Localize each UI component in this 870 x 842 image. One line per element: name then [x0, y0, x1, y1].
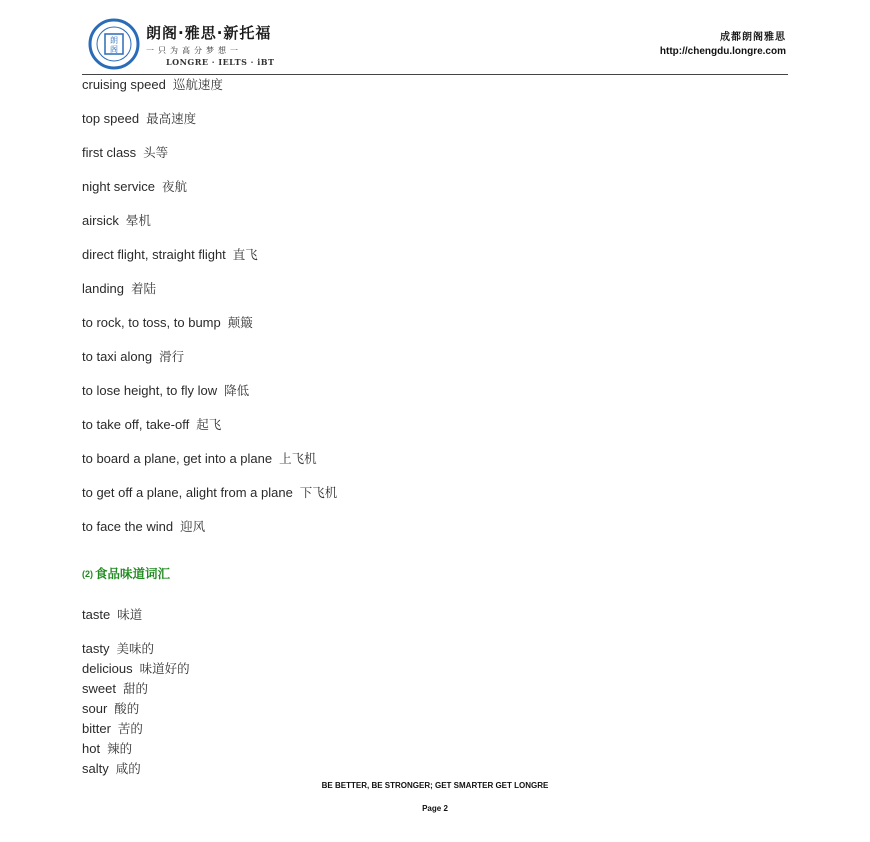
page-number: Page 2	[422, 804, 448, 813]
vocab-en: to taxi along	[82, 349, 153, 364]
vocab-en: to face the wind	[82, 519, 174, 534]
vocab-en: direct flight, straight flight	[82, 247, 226, 262]
vocab-zh: 着陆	[130, 281, 156, 296]
vocab-zh: 美味的	[116, 641, 154, 656]
vocab-item	[82, 721, 143, 737]
vocab-en: cruising speed	[82, 77, 166, 92]
vocab-zh: 苦的	[117, 721, 143, 736]
vocab-zh: 味道	[117, 607, 143, 622]
vocab-item	[82, 485, 337, 501]
vocab-item	[82, 681, 148, 697]
vocab-en: to rock, to toss, to bump	[82, 315, 221, 330]
vocab-en: airsick	[82, 213, 119, 228]
vocab-item	[82, 701, 139, 717]
vocab-item	[82, 349, 184, 365]
vocab-en: to lose height, to fly low	[82, 383, 218, 398]
vocab-en: hot	[82, 741, 101, 756]
brand-slogan: 一只为高分梦想一	[146, 46, 242, 55]
vocab-item	[82, 383, 249, 399]
vocab-en: delicious	[82, 661, 133, 676]
vocab-en: tasty	[82, 641, 110, 656]
vocab-en: top speed	[82, 111, 140, 126]
vocab-zh: 晕机	[125, 213, 151, 228]
vocab-zh: 起飞	[196, 417, 222, 432]
vocab-en: taste	[82, 607, 111, 622]
vocab-zh: 最高速度	[146, 111, 197, 126]
header-divider	[82, 74, 788, 75]
header-right	[660, 28, 786, 57]
vocab-zh: 咸的	[115, 761, 141, 776]
vocab-zh: 直飞	[232, 247, 258, 262]
vocab-zh: 味道好的	[139, 661, 190, 676]
brand-block	[146, 22, 336, 67]
vocab-en: to get off a plane, alight from a plane	[82, 485, 293, 500]
vocab-item	[82, 77, 223, 93]
brand-subtitle: LONGRE · IELTS · iBT	[166, 57, 275, 67]
vocab-zh: 颠簸	[227, 315, 253, 330]
vocab-zh: 上飞机	[279, 451, 317, 466]
vocab-zh: 巡航速度	[172, 77, 223, 92]
vocab-zh: 迎风	[180, 519, 206, 534]
section-heading	[82, 564, 170, 582]
vocab-en: salty	[82, 761, 109, 776]
vocab-en: bitter	[82, 721, 111, 736]
vocab-zh: 辣的	[107, 741, 133, 756]
vocab-item	[82, 111, 196, 127]
school-name: 成都朗阁雅思	[720, 32, 786, 43]
vocab-item	[82, 179, 187, 195]
vocab-item	[82, 213, 151, 229]
vocab-item	[82, 417, 221, 433]
vocab-en: sour	[82, 701, 108, 716]
school-url: http://chengdu.longre.com	[659, 46, 786, 57]
vocab-en: to take off, take-off	[82, 417, 190, 432]
vocab-item	[82, 247, 258, 263]
vocab-zh: 头等	[143, 145, 169, 160]
vocab-zh: 滑行	[159, 349, 185, 364]
vocab-zh: 酸的	[114, 701, 140, 716]
vocab-en: night service	[82, 179, 155, 194]
vocab-zh: 夜航	[161, 179, 187, 194]
vocab-item	[82, 145, 168, 161]
vocab-item	[82, 451, 317, 467]
vocab-zh: 降低	[224, 383, 250, 398]
vocab-en: first class	[82, 145, 137, 160]
vocab-en: sweet	[82, 681, 116, 696]
vocab-item	[82, 641, 154, 657]
logo-text-2: 阁	[110, 45, 118, 54]
vocab-item	[82, 519, 205, 535]
vocab-item	[82, 761, 141, 777]
vocab-en: landing	[82, 281, 124, 296]
vocab-en: to board a plane, get into a plane	[82, 451, 273, 466]
longre-logo	[88, 18, 140, 70]
vocab-zh: 甜的	[122, 681, 148, 696]
logo-text-1: 朗	[110, 36, 118, 45]
section-title: 食品味道词汇	[95, 566, 171, 581]
vocab-item	[82, 661, 190, 677]
section-number: (2)	[82, 569, 93, 579]
vocab-item	[82, 281, 156, 297]
vocab-item	[82, 315, 253, 331]
brand-title: 朗阁·雅思·新托福	[146, 24, 272, 42]
vocab-item	[82, 607, 142, 623]
footer-motto: BE BETTER, BE STRONGER; GET SMARTER GET LONGRE	[321, 781, 549, 790]
vocab-zh: 下飞机	[299, 485, 338, 500]
vocab-item	[82, 741, 132, 757]
